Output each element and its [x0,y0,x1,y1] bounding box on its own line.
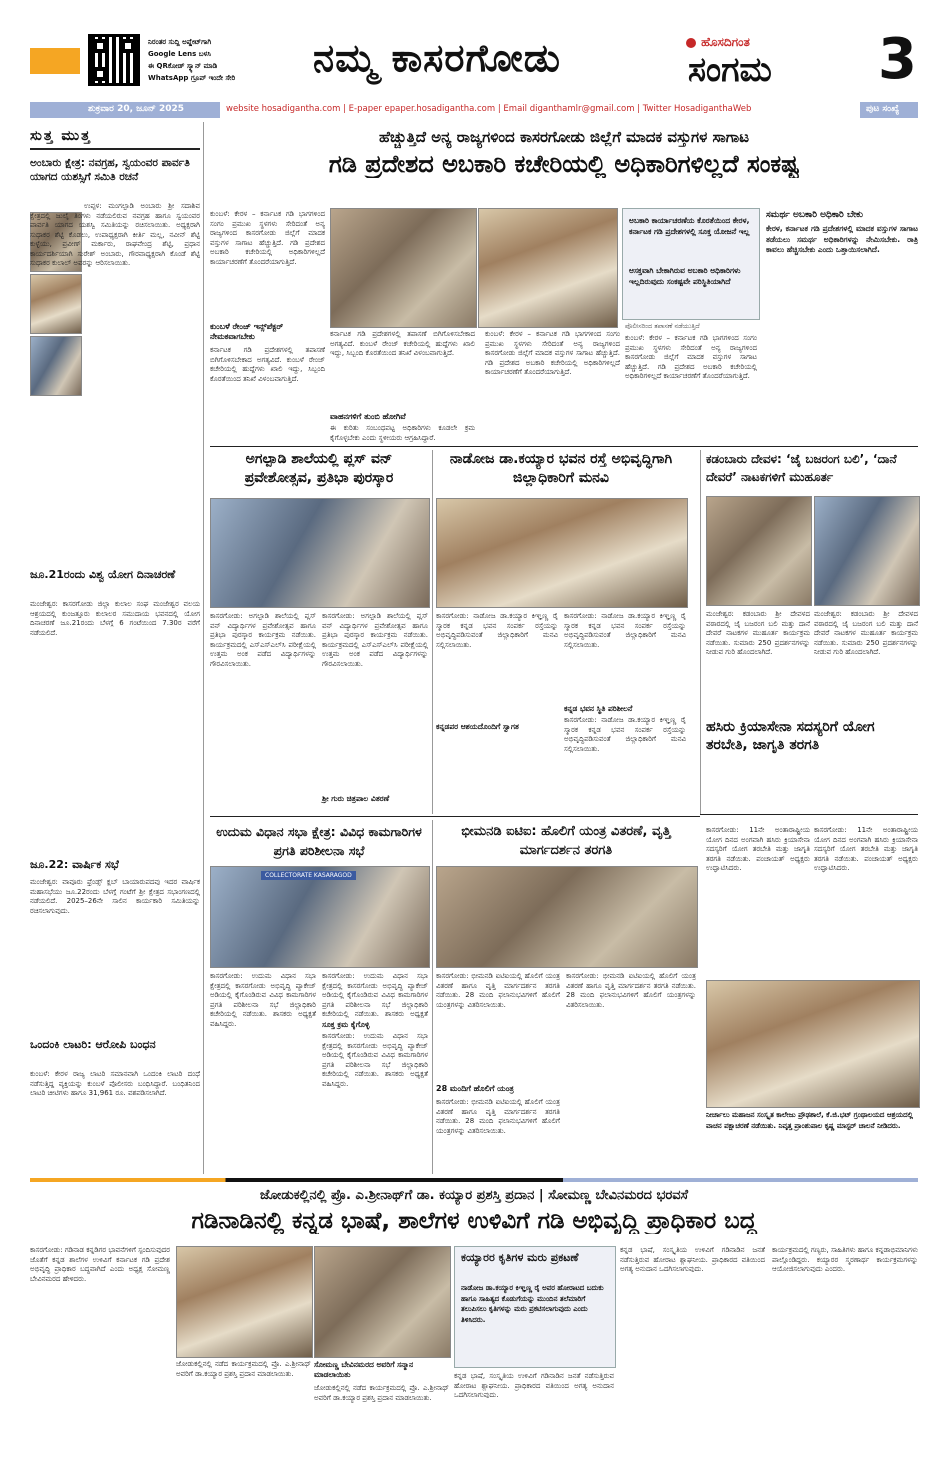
photo-caption: ಪೊಲೀಸರಿಂದ ತಪಾಸಣೆ ನಡೆಯುತ್ತಿದೆ [625,322,700,330]
column-divider [432,450,433,814]
column-divider [700,450,701,814]
story-uduma-body-3: ಕಾಸರಗೋಡು: ಉದುಮ ವಿಧಾನ ಸಭಾ ಕ್ಷೇತ್ರದಲ್ಲಿ ಕಾಸರಗೋಡು ಅಭಿವೃದ್ಧಿ ಪ್ಯಾಕೇಜ್ ಅಡಿಯಲ್ಲಿ ಕೈಗೊಂಡಿರುವ ವಿವಿಧ ಕಾಮಗಾರಿಗಳ ಪ್ರಗತಿ ಪರಿಶೀಲನಾ ಸಭೆ ಜಿಲ್ಲಾಧಿಕಾರಿ ಕಚೇರಿಯಲ್ಲಿ ನಡೆಯಿತು. ಶಾಸಕರು ಅಧ್ಯಕ್ಷತೆ ವಹಿಸಿದ್ದರು. [322,1032,428,1088]
sidebar-story3-title: ಜೂ.22: ವಾರ್ಷಿಕ ಸಭೆ [30,858,119,871]
lead-body-col2b: ಈ ಕುರಿತು ಸಂಬಂಧಪಟ್ಟ ಅಧಿಕಾರಿಗಳು ಕೂಡಲೇ ಕ್ರಮ ಕೈಗೊಳ್ಳಬೇಕು ಎಂದು ಸ್ಥಳೀಯರು ಆಗ್ರಹಿಸಿದ್ದಾರೆ. [330,424,475,442]
story-hasiru-body: ಕಾಸರಗೋಡು: 11ನೇ ಅಂತಾರಾಷ್ಟ್ರೀಯ ಯೋಗ ದಿನದ ಅಂಗವಾಗಿ ಹಸಿರು ಕ್ರಿಯಾಸೇನಾ ಸದಸ್ಯರಿಗೆ ಯೋಗ ತರಬೇತಿ ಮತ್ತು ಜಾಗೃತಿ ತರಗತಿ ನಡೆಯಿತು. ಪಂಚಾಯತ್ ಅಧ್ಯಕ್ಷರು ಉದ್ಘಾಟಿಸಿದರು. [706,826,810,872]
kayyar-box-title: ಕಯ್ಯಾರರ ಕೃತಿಗಳ ಮರು ಪ್ರಕಟಣೆ [461,1251,579,1264]
story-hasiru-photo [706,980,920,1108]
lead-subhead-2: ವಾಹನಗಳಿಗೆ ತುಂಬಿ ಹೋಗಿವೆ [330,412,406,421]
story-bheemanadi-body-2: ಕಾಸರಗೋಡು: ಭೀಮನಡಿ ಐಟಿಐಯಲ್ಲಿ ಹೊಲಿಗೆ ಯಂತ್ರ ವಿತರಣೆ ಹಾಗೂ ವೃತ್ತಿ ಮಾರ್ಗದರ್ಶನ ತರಗತಿ ನಡೆಯಿತು. 28 ಮಂದಿ ಫಲಾನುಭವಿಗಳಿಗೆ ಹೊಲಿಗೆ ಯಂತ್ರಗಳನ್ನು ವಿತರಿಸಲಾಯಿತು. [436,1098,560,1135]
sidebar-logo: ಸುತ್ತ ಮುತ್ತ [30,128,92,144]
story-hasiru-body-2: ಕಾಸರಗೋಡು: 11ನೇ ಅಂತಾರಾಷ್ಟ್ರೀಯ ಯೋಗ ದಿನದ ಅಂಗವಾಗಿ ಹಸಿರು ಕ್ರಿಯಾಸೇನಾ ಸದಸ್ಯರಿಗೆ ಯೋಗ ತರಬೇತಿ ಮತ್ತು ಜಾಗೃತಿ ತರಗತಿ ನಡೆಯಿತು. ಪಂಚಾಯತ್ ಅಧ್ಯಕ್ಷರು ಉದ್ಘಾಟಿಸಿದರು. [814,826,918,872]
lead-subhead: ಕುಂಬಳೆ ರೇಂಜ್ ಇನ್ಸ್‌ಪೆಕ್ಟರ್ ನೇಮಕವಾಗಬೇಕು [210,322,284,341]
lead-photo-1 [330,208,477,328]
story-bheemanadi-body-3: ಕಾಸರಗೋಡು: ಭೀಮನಡಿ ಐಟಿಐಯಲ್ಲಿ ಹೊಲಿಗೆ ಯಂತ್ರ ವಿತರಣೆ ಹಾಗೂ ವೃತ್ತಿ ಮಾರ್ಗದರ್ಶನ ತರಗತಿ ನಡೆಯಿತು. 28 ಮಂದಿ ಫಲಾನುಭವಿಗಳಿಗೆ ಹೊಲಿಗೆ ಯಂತ್ರಗಳನ್ನು ವಿತರಿಸಲಾಯಿತು. [566,972,696,1009]
sidebar [30,122,200,1174]
lead-body-col3: ಕುಂಬಳೆ: ಕೇರಳ – ಕರ್ನಾಟಕ ಗಡಿ ಭಾಗಗಳಿಂದ ಸಂಗಂ ಪ್ರಮುಖ ಸ್ಥಳಗಳು ಸೇರಿದಂತೆ ಅನ್ಯ ರಾಜ್ಯಗಳಿಂದ ಕಾಸರಗೋಡು ಜಿಲ್ಲೆಗೆ ಮಾದಕ ವಸ್ತುಗಳ ಸಾಗಾಟ ಹೆಚ್ಚುತ್ತಿದೆ. ಗಡಿ ಪ್ರದೇಶದ ಅಬಕಾರಿ ಕಚೇರಿಯಲ್ಲಿ ಅಧಿಕಾರಿಗಳಿಲ್ಲದೆ ಕಾರ್ಯಾಚರಣೆಗೆ ತೊಂದರೆಯಾಗುತ್ತಿದೆ. [485,330,620,376]
bottom-sub-caption: ಸೋಮಣ್ಣ ಬೇವಿನಮರದ ಅವರಿಗೆ ಸನ್ಮಾನ ಮಾಡಲಾಯಿತು [314,1360,414,1379]
story-hasiru-title: ಹಸಿರು ಕ್ರಿಯಾಸೇನಾ ಸದಸ್ಯರಿಗೆ ಯೋಗ ತರಬೇತಿ, ಜಾಗೃತಿ ತರಗತಿ [706,718,918,754]
story-uduma-title: ಉದುಮ ವಿಧಾನ ಸಭಾ ಕ್ಷೇತ್ರ: ವಿವಿಧ ಕಾಮಗಾರಿಗಳ ಪ್ರಗತಿ ಪರಿಶೀಲನಾ ಸಭೆ [216,824,422,858]
date-text: ಶುಕ್ರವಾರ 20, ಜೂನ್ 2025 [88,104,185,114]
qr-code[interactable] [88,34,140,86]
story-kadambar-title: ಕಡಂಬಾರು ದೇವಳ: ‘ಜೈ ಬಜರಂಗ ಬಲಿ’, ‘ದಾನೆ ದೇವರೆ’ ನಾಟಕಗಳಿಗೆ ಮುಹೂರ್ತ [706,452,897,484]
bottom-body-1: ಕಾಸರಗೋಡು: ಗಡಿನಾಡ ಕನ್ನಡಿಗರ ಭಾವನೆಗಳಿಗೆ ಸ್ಪಂದಿಸುವುದರ ಜೊತೆಗೆ ಕನ್ನಡ ಶಾಲೆಗಳ ಉಳಿವಿಗೆ ಕರ್ನಾಟಕ ಗಡಿ ಪ್ರದೇಶ ಅಭಿವೃದ್ಧಿ ಪ್ರಾಧಿಕಾರ ಬದ್ಧವಾಗಿದೆ ಎಂದು ಅಧ್ಯಕ್ಷ ಸೋಮಣ್ಣ ಬೇವಿನಮರದ ಹೇಳಿದರು. [30,1246,170,1283]
links-text[interactable]: website hosadigantha.com | E-paper epaper.hosadigantha.com | Email diganthamlr@gmail.com | Twitter HosadiganthaWeb [226,104,752,114]
divider [30,148,200,150]
lead-headline: ಗಡಿ ಪ್ರದೇಶದ ಅಬಕಾರಿ ಕಚೇರಿಯಲ್ಲಿ ಅಧಿಕಾರಿಗಳಿಲ್ಲದೆ ಸಂಕಷ್ಟ [328,150,800,178]
story-kayyar-road-subhead: ಕನ್ನಡ ಭವನ ಸ್ಥಿತಿ ಪರಿಶೀಲನೆ [564,704,633,713]
story-kayyar-road-subhead-2: ಕನ್ನಡಪರ ಆಶಯದೊಂದಿಗೆ ಸ್ವಾಗತ [436,722,519,731]
lead-right-subhead: ಸಮರ್ಥ ಅಬಕಾರಿ ಅಧಿಕಾರಿ ಬೇಕು [766,210,863,220]
kayyar-box [454,1246,616,1368]
bottom-headline: ಗಡಿನಾಡಿನಲ್ಲಿ ಕನ್ನಡ ಭಾಷೆ, ಶಾಲೆಗಳ ಉಳಿವಿಗೆ ಗಡಿ ಅಭಿವೃದ್ಧಿ ಪ್ರಾಧಿಕಾರ ಬದ್ಧ [191,1208,757,1234]
bottom-body-2b: ಜೋಡುಕಲ್ಲಿನಲ್ಲಿ ನಡೆದ ಕಾರ್ಯಕ್ರಮದಲ್ಲಿ ಪ್ರೊ. ಎ.ಶ್ರೀನಾಥ್ ಅವರಿಗೆ ಡಾ.ಕಯ್ಯಾರ ಪ್ರಶಸ್ತಿ ಪ್ರದಾನ ಮಾಡಲಾಯಿತು. [314,1384,449,1402]
sidebar-story2-body: ಮಂಜೇಶ್ವರ: ಕಾಸರಗೋಡು ಜಿಲ್ಲಾ ಕುಲಾಲ ಸಂಘ ಮಂಜೇಶ್ವರ ವಲಯ ಆಶ್ರಯದಲ್ಲಿ ಕುಂಜತ್ತೂರು ಕುಲಾಲರ ಸಮುದಾಯ ಭವನದಲ್ಲಿ ಯೋಗ ದಿನಾಚರಣೆ ಜೂ.21ರಂದು ಬೆಳಗ್ಗೆ 6 ಗಂಟೆಯಿಂದ 7.30ರ ವರೆಗೆ ನಡೆಯಲಿದೆ. [30,600,200,637]
story-agalpadi-body-2: ಕಾಸರಗೋಡು: ಅಗಲ್ಪಾಡಿ ಶಾಲೆಯಲ್ಲಿ ಪ್ಲಸ್ ವನ್ ವಿದ್ಯಾರ್ಥಿಗಳ ಪ್ರವೇಶೋತ್ಸವ ಹಾಗೂ ಪ್ರತಿಭಾ ಪುರಸ್ಕಾರ ಕಾರ್ಯಕ್ರಮ ನಡೆಯಿತು. ಕಾರ್ಯಕ್ರಮದಲ್ಲಿ ಎಸ್ಎಸ್ಎಲ್‌ಸಿ ಪರೀಕ್ಷೆಯಲ್ಲಿ ಉತ್ತಮ ಅಂಕ ಪಡೆದ ವಿದ್ಯಾರ್ಥಿಗಳನ್ನು ಗೌರವಿಸಲಾಯಿತು. [322,612,428,668]
story-uduma-photo [210,866,430,968]
sidebar-story3-body: ಮಂಜೇಶ್ವರ: ವಾವೂರು ಫ್ರೆಂಡ್ಸ್ ಕ್ಲಬ್ ಬಾಯಾರುಪದವು ಇದರ ವಾರ್ಷಿಕ ಮಹಾಸಭೆಯು ಜೂ.22ರಂದು ಬೆಳಗ್ಗೆ ಗಂಟೆಗೆ ಶ್ರೀ ಕ್ಷೇತ್ರದ ಸಭಾಂಗಣದಲ್ಲಿ ನಡೆಯಲಿದೆ. 2025–26ನೇ ಸಾಲಿನ ಕಾರ್ಯಕಾರಿ ಸಮಿತಿಯನ್ನು ರಚಿಸಲಾಗುವುದು. [30,878,200,915]
highlight-2: ಆಸಕ್ತವಾಗಿ ಬೇಕಾಗಿರುವ ಅಬಕಾರಿ ಅಧಿಕಾರಿಗಳು ಇಲ್ಲದಿರುವುದು ಸಂಕಷ್ಟವೇ ಪರಿಸ್ಥಿತಿಯಾಗಿದೆ [629,266,741,286]
qr-line: Google Lens ಬಳಸಿ [148,50,212,58]
story-kayyar-road-body-2: ಕಾಸರಗೋಡು: ನಾಡೋಜ ಡಾ.ಕಯ್ಯಾರ ಕಿಞ್ಞಣ್ಣ ರೈ ಸ್ಮಾರಕ ಕನ್ನಡ ಭವನ ಸಂಪರ್ಕ ರಸ್ತೆಯನ್ನು ಅಭಿವೃದ್ಧಿಪಡಿಸುವಂತೆ ಜಿಲ್ಲಾಧಿಕಾರಿಗೆ ಮನವಿ ಸಲ್ಲಿಸಲಾಯಿತು. [564,612,686,649]
sidebar-story1-title: ಅಂಬಾರು ಕ್ಷೇತ್ರ: ನವಗ್ರಹ, ಸ್ವಯಂವರ ಪಾರ್ವತಿ ಯಾಗದ ಯಶಸ್ಸಿಗೆ ಸಮಿತಿ ರಚನೆ [30,157,190,183]
bottom-rule [30,1178,918,1182]
story-uduma-body: ಕಾಸರಗೋಡು: ಉದುಮ ವಿಧಾನ ಸಭಾ ಕ್ಷೇತ್ರದಲ್ಲಿ ಕಾಸರಗೋಡು ಅಭಿವೃದ್ಧಿ ಪ್ಯಾಕೇಜ್ ಅಡಿಯಲ್ಲಿ ಕೈಗೊಂಡಿರುವ ವಿವಿಧ ಕಾಮಗಾರಿಗಳ ಪ್ರಗತಿ ಪರಿಶೀಲನಾ ಸಭೆ ಜಿಲ್ಲಾಧಿಕಾರಿ ಕಚೇರಿಯಲ್ಲಿ ನಡೆಯಿತು. ಶಾಸಕರು ಅಧ್ಯಕ್ಷತೆ ವಹಿಸಿದ್ದರು. [210,972,316,1028]
lead-body-col2: ಕರ್ನಾಟಕ ಗಡಿ ಪ್ರದೇಶಗಳಲ್ಲಿ ತಪಾಸಣೆ ಬಿಗಿಗೊಳಿಸಬೇಕಾದ ಅಗತ್ಯವಿದೆ. ಕುಂಬಳೆ ರೇಂಜ್ ಕಚೇರಿಯಲ್ಲಿ ಹುದ್ದೆಗಳು ಖಾಲಿ ಇದ್ದು, ಸಿಬ್ಬಂದಿ ಕೊರತೆಯಿಂದ ತನಿಖೆ ವಿಳಂಬವಾಗುತ್ತಿದೆ. [330,330,475,357]
story-kadambar-photo-2 [814,496,920,606]
story-kayyar-road-body: ಕಾಸರಗೋಡು: ನಾಡೋಜ ಡಾ.ಕಯ್ಯಾರ ಕಿಞ್ಞಣ್ಣ ರೈ ಸ್ಮಾರಕ ಕನ್ನಡ ಭವನ ಸಂಪರ್ಕ ರಸ್ತೆಯನ್ನು ಅಭಿವೃದ್ಧಿಪಡಿಸುವಂತೆ ಜಿಲ್ಲಾಧಿಕಾರಿಗೆ ಮನವಿ ಸಲ್ಲಿಸಲಾಯಿತು. [436,612,558,649]
bottom-photo-2 [314,1246,451,1358]
brand-icon [686,38,696,48]
story-agalpadi-photo [210,498,430,608]
story-kadambar-photo-1 [706,496,812,606]
sidebar-story4-title: ಒಂದಂಕಿ ಲಾಟರಿ: ಆರೋಪಿ ಬಂಧನ [30,1038,156,1051]
qr-line: WhatsApp ಗ್ರೂಪ್ ಇಂದೇ ಸೇರಿ [148,74,236,82]
qr-line: ನಿರಂತರ ಸುದ್ದಿ ಅಪ್ಡೇಟ್‌ಗಾಗಿ [148,38,212,46]
column-divider [203,122,204,1174]
sidebar-story2-title: ಜೂ.21ರಂದು ವಿಶ್ವ ಯೋಗ ದಿನಾಚರಣೆ [30,568,176,581]
story-agalpadi-body: ಕಾಸರಗೋಡು: ಅಗಲ್ಪಾಡಿ ಶಾಲೆಯಲ್ಲಿ ಪ್ಲಸ್ ವನ್ ವಿದ್ಯಾರ್ಥಿಗಳ ಪ್ರವೇಶೋತ್ಸವ ಹಾಗೂ ಪ್ರತಿಭಾ ಪುರಸ್ಕಾರ ಕಾರ್ಯಕ್ರಮ ನಡೆಯಿತು. ಕಾರ್ಯಕ್ರಮದಲ್ಲಿ ಎಸ್ಎಸ್ಎಲ್‌ಸಿ ಪರೀಕ್ಷೆಯಲ್ಲಿ ಉತ್ತಮ ಅಂಕ ಪಡೆದ ವಿದ್ಯಾರ್ಥಿಗಳನ್ನು ಗೌರವಿಸಲಾಯಿತು. [210,612,316,668]
divider [210,446,918,447]
story-kayyar-road-body-3: ಕಾಸರಗೋಡು: ನಾಡೋಜ ಡಾ.ಕಯ್ಯಾರ ಕಿಞ್ಞಣ್ಣ ರೈ ಸ್ಮಾರಕ ಕನ್ನಡ ಭವನ ಸಂಪರ್ಕ ರಸ್ತೆಯನ್ನು ಅಭಿವೃದ್ಧಿಪಡಿಸುವಂತೆ ಜಿಲ್ಲಾಧಿಕಾರಿಗೆ ಮನವಿ ಸಲ್ಲಿಸಲಾಯಿತು. [564,716,686,753]
story-bheemanadi-subhead: 28 ಮಂದಿಗೆ ಹೊಲಿಗೆ ಯಂತ್ರ [436,1084,514,1093]
story-hasiru-caption: ನೀರ್ಚಾಲು ಮಹಾಜನ ಸಂಸ್ಕೃತ ಕಾಲೇಜು ಪ್ರೌಢಶಾಲೆ, ಕೆ.ಜಿ.ಭಟ್ ಗ್ರಂಥಾಲಯದ ಆಶ್ರಯದಲ್ಲಿ ವಾಚನ ಪಕ್ಷಾಚರಣೆ ನಡೆಯಿತು. ನಿವೃತ್ತ ಪ್ರಾಂಶುಪಾಲ ಕೃಷ್ಣ ಮಾಸ್ಟರ್ ಚಾಲನೆ ನೀಡಿದರು. [706,1111,913,1130]
lead-kicker: ಹೆಚ್ಚುತ್ತಿದೆ ಅನ್ಯ ರಾಜ್ಯಗಳಿಂದ ಕಾಸರಗೋಡು ಜಿಲ್ಲೆಗೆ ಮಾದಕ ವಸ್ತುಗಳ ಸಾಗಾಟ [378,128,749,146]
section-title: ನಮ್ಮ ಕಾಸರಗೋಡು [313,36,562,80]
collectorate-banner: COLLECTORATE KASARAGOD [261,871,356,880]
story-uduma-body-2: ಕಾಸರಗೋಡು: ಉದುಮ ವಿಧಾನ ಸಭಾ ಕ್ಷೇತ್ರದಲ್ಲಿ ಕಾಸರಗೋಡು ಅಭಿವೃದ್ಧಿ ಪ್ಯಾಕೇಜ್ ಅಡಿಯಲ್ಲಿ ಕೈಗೊಂಡಿರುವ ವಿವಿಧ ಕಾಮಗಾರಿಗಳ ಪ್ರಗತಿ ಪರಿಶೀಲನಾ ಸಭೆ ಜಿಲ್ಲಾಧಿಕಾರಿ ಕಚೇರಿಯಲ್ಲಿ ನಡೆಯಿತು. ಶಾಸಕರು ಅಧ್ಯಕ್ಷತೆ [322,972,428,1018]
story-kayyar-road-photo [436,498,688,608]
story-bheemanadi-photo [436,866,698,968]
qr-instructions [148,36,288,84]
story-kadambar-body-2: ಮಂಜೇಶ್ವರ: ಕಡಂಬಾರು ಶ್ರೀ ದೇವಳದ ವಠಾರದಲ್ಲಿ ಜೈ ಬಜರಂಗ ಬಲಿ ಮತ್ತು ದಾನೆ ದೇವರೆ ನಾಟಕಗಳ ಮುಹೂರ್ತ ಕಾರ್ಯಕ್ರಮ ನಡೆಯಿತು. ಸುಮಾರು 250 ಪ್ರದರ್ಶನಗಳನ್ನು ನೀಡುವ ಗುರಿ ಹೊಂದಲಾಗಿದೆ. [814,610,918,656]
story-kayyar-road-title: ನಾಡೋಜ ಡಾ.ಕಯ್ಯಾರ ಭವನ ರಸ್ತೆ ಅಭಿವೃದ್ಧಿಗಾಗಿ ಜಿಲ್ಲಾಧಿಕಾರಿಗೆ ಮನವಿ [449,451,673,486]
masthead [88,27,928,100]
page-label: ಪುಟ ಸಂಖ್ಯೆ [866,104,900,114]
bottom-body-5: ಕಾರ್ಯಕ್ರಮದಲ್ಲಿ ಗಣ್ಯರು, ಸಾಹಿತಿಗಳು ಹಾಗೂ ಕನ್ನಡಾಭಿಮಾನಿಗಳು ಪಾಲ್ಗೊಂಡಿದ್ದರು. ಕಯ್ಯಾರರ ಸ್ಮರಣಾರ್ಥ ಕಾರ್ಯಕ್ರಮಗಳನ್ನು ಆಯೋಜಿಸಲಾಗುವುದು ಎಂದರು. [772,1246,918,1273]
lead-right-body: ಕೇರಳ, ಕರ್ನಾಟಕ ಗಡಿ ಪ್ರದೇಶಗಳಲ್ಲಿ ಮಾದಕ ವಸ್ತುಗಳ ಸಾಗಾಟ ತಡೆಯಲು ಸಮರ್ಥ ಅಧಿಕಾರಿಗಳನ್ನು ನೇಮಿಸಬೇಕು. ರಾತ್ರಿ ಕಾವಲು ಹೆಚ್ಚಿಸಬೇಕು ಎಂದು ಒತ್ತಾಯಿಸಲಾಗಿದೆ. [766,224,918,254]
qr-line: ಈ QRಕೋಡ್ ಸ್ಕ್ಯಾನ್ ಮಾಡಿ [148,62,218,70]
story-bheemanadi-title: ಭೀಮನಡಿ ಐಟಿಐ: ಹೊಲಿಗೆ ಯಂತ್ರ ವಿತರಣೆ, ವೃತ್ತಿ ಮಾರ್ಗದರ್ಶನ ತರಗತಿ [461,824,671,858]
brand-name: ಹೊಸದಿಗಂತ [701,35,750,49]
highlight-1: ಅಬಕಾರಿ ಕಾರ್ಯಾಚರಣೆಯ ಕೊರತೆಯಿಂದ ಕೇರಳ, ಕರ್ನಾಟಕ ಗಡಿ ಪ್ರದೇಶಗಳಲ್ಲಿ ಸೂಕ್ತ ಯೋಜನೆ ಇಲ್ಲ [629,216,750,236]
brand-sub: ಸಂಗಮ [688,50,772,90]
highlight-box [622,208,760,320]
sidebar-story1-body: ಉಪ್ಪಳ: ಮಂಗಲ್ಪಾಡಿ ಅಂಬಾರು ಶ್ರೀ ಸದಾಶಿವ ಕ್ಷೇತ್ರದಲ್ಲಿ ಜುಲೈ ತಿಂಗಳು ನಡೆಯಲಿರುವ ನವಗ್ರಹ ಹಾಗೂ ಸ್ವಯಂವರ ಪಾರ್ವತಿ ಯಾಗದ ಯಶಸ್ವಿ ಸಮಿತಿಯನ್ನು ರಚಿಸಲಾಯಿತು. ಅಧ್ಯಕ್ಷರಾಗಿ ಸುಧಾಕರ ಶೆಟ್ಟಿ ಕೊಡಲು, ಉಪಾಧ್ಯಕ್ಷರಾಗಿ ಕೀರ್ತಿ ಮಲ್ಲ, ನವೀನ್ ಶೆಟ್ಟಿ ಕುಳ್ಳೆಯು, ಪ್ರವೀಣ್ ಮರ್ಕಾರು, ರಾಘವೇಂದ್ರ ಶೆಟ್ಟಿ, ಪ್ರಧಾನ ಕಾರ್ಯದರ್ಶಿಯಾಗಿ ಸುರೇಶ್ ಅಂಬಾರು, ಗೌರವಾಧ್ಯಕ್ಷರಾಗಿ ಕೊಂಡೆ ಶೆಟ್ಟಿ ಸುಧಾಕರ ಕುಲಾಲ್ ಅವರನ್ನು ಆರಿಸಲಾಯಿತು. [30,202,200,267]
story-bheemanadi-body: ಕಾಸರಗೋಡು: ಭೀಮನಡಿ ಐಟಿಐಯಲ್ಲಿ ಹೊಲಿಗೆ ಯಂತ್ರ ವಿತರಣೆ ಹಾಗೂ ವೃತ್ತಿ ಮಾರ್ಗದರ್ಶನ ತರಗತಿ ನಡೆಯಿತು. 28 ಮಂದಿ ಫಲಾನುಭವಿಗಳಿಗೆ ಹೊಲಿಗೆ ಯಂತ್ರಗಳನ್ನು ವಿತರಿಸಲಾಯಿತು. [436,972,560,1009]
page-number: 3 [878,27,917,92]
story-agalpadi-title: ಅಗಲ್ಪಾಡಿ ಶಾಲೆಯಲ್ಲಿ ಪ್ಲಸ್ ವನ್ ಪ್ರವೇಶೋತ್ಸವ, ಪ್ರತಿಭಾ ಪುರಸ್ಕಾರ [244,451,394,486]
sidebar-story4-body: ಕುಂಬಳೆ: ಕೇರಳ ರಾಜ್ಯ ಲಾಟರಿ ಸಮಾನವಾಗಿ ಒಂದಂಕಿ ಲಾಟರಿ ದಂಧೆ ನಡೆಸುತ್ತಿದ್ದ ವ್ಯಕ್ತಿಯನ್ನು ಕುಂಬಳೆ ಪೊಲೀಸರು ಬಂಧಿಸಿದ್ದಾರೆ. ಬಂಧಿತನಿಂದ ಲಾಟರಿ ಚೀಟಿಗಳು ಹಾಗೂ 31,961 ರೂ. ವಶಪಡಿಸಲಾಗಿದೆ. [30,1070,200,1097]
divider [700,814,918,815]
orange-tab [30,48,80,74]
bottom-kicker: ಜೋಡುಕಲ್ಲಿನಲ್ಲಿ ಪ್ರೊ. ಎ.ಶ್ರೀನಾಥ್‌ಗೆ ಡಾ. ಕಯ್ಯಾರ ಪ್ರಶಸ್ತಿ ಪ್ರದಾನ | ಸೋಮಣ್ಣ ಬೇವಿನಮರದ ಭರವಸೆ [260,1188,688,1203]
story-uduma-subhead: ಸೂಕ್ತ ಕ್ರಮ ಕೈಗೊಳ್ಳಿ [322,1020,370,1029]
kayyar-box-body: ನಾಡೋಜ ಡಾ.ಕಯ್ಯಾರ ಕಿಞ್ಞಣ್ಣ ರೈ ಅವರ ಹೋರಾಟದ ಬದುಕು ಹಾಗೂ ಸಾಹಿತ್ಯದ ಕೊಡುಗೆಯನ್ನು ಮುಂದಿನ ತಲೆಮಾರಿಗೆ ತಲುಪಿಸಲು ಕೃತಿಗಳನ್ನು ಮರು ಪ್ರಕಟಿಸಲಾಗುವುದು ಎಂದು ತಿಳಿಸಿದರು. [461,1284,604,1324]
lead-body-col1: ಕುಂಬಳೆ: ಕೇರಳ – ಕರ್ನಾಟಕ ಗಡಿ ಭಾಗಗಳಿಂದ ಸಂಗಂ ಪ್ರಮುಖ ಸ್ಥಳಗಳು ಸೇರಿದಂತೆ ಅನ್ಯ ರಾಜ್ಯಗಳಿಂದ ಕಾಸರಗೋಡು ಜಿಲ್ಲೆಗೆ ಮಾದಕ ವಸ್ತುಗಳ ಸಾಗಾಟ ಹೆಚ್ಚುತ್ತಿದೆ. ಗಡಿ ಪ್ರದೇಶದ ಅಬಕಾರಿ ಕಚೇರಿಯಲ್ಲಿ ಅಧಿಕಾರಿಗಳಿಲ್ಲದೆ ಕಾರ್ಯಾಚರಣೆಗೆ ತೊಂದರೆಯಾಗುತ್ತಿದೆ. [210,210,325,266]
bottom-body-2: ಜೋಡುಕಲ್ಲಿನಲ್ಲಿ ನಡೆದ ಕಾರ್ಯಕ್ರಮದಲ್ಲಿ ಪ್ರೊ. ಎ.ಶ್ರೀನಾಥ್ ಅವರಿಗೆ ಡಾ.ಕಯ್ಯಾರ ಪ್ರಶಸ್ತಿ ಪ್ರದಾನ ಮಾಡಲಾಯಿತು. [176,1360,311,1378]
lead-body-col4: ಕುಂಬಳೆ: ಕೇರಳ – ಕರ್ನಾಟಕ ಗಡಿ ಭಾಗಗಳಿಂದ ಸಂಗಂ ಪ್ರಮುಖ ಸ್ಥಳಗಳು ಸೇರಿದಂತೆ ಅನ್ಯ ರಾಜ್ಯಗಳಿಂದ ಕಾಸರಗೋಡು ಜಿಲ್ಲೆಗೆ ಮಾದಕ ವಸ್ತುಗಳ ಸಾಗಾಟ ಹೆಚ್ಚುತ್ತಿದೆ. ಗಡಿ ಪ್ರದೇಶದ ಅಬಕಾರಿ ಕಚೇರಿಯಲ್ಲಿ ಅಧಿಕಾರಿಗಳಿಲ್ಲದೆ ಕಾರ್ಯಾಚರಣೆಗೆ ತೊಂದರೆಯಾಗುತ್ತಿದೆ. [625,334,757,380]
bottom-body-4: ಕನ್ನಡ ಭಾಷೆ, ಸಂಸ್ಕೃತಿಯ ಉಳಿವಿಗೆ ಗಡಿನಾಡಿನ ಜನತೆ ನಡೆಸುತ್ತಿರುವ ಹೋರಾಟ ಶ್ಲಾಘನೀಯ. ಪ್ರಾಧಿಕಾರದ ವತಿಯಿಂದ ಅಗತ್ಯ ಅನುದಾನ ಒದಗಿಸಲಾಗುವುದು. [620,1246,765,1273]
bottom-photo-1 [176,1246,313,1358]
story-kadambar-body: ಮಂಜೇಶ್ವರ: ಕಡಂಬಾರು ಶ್ರೀ ದೇವಳದ ವಠಾರದಲ್ಲಿ ಜೈ ಬಜರಂಗ ಬಲಿ ಮತ್ತು ದಾನೆ ದೇವರೆ ನಾಟಕಗಳ ಮುಹೂರ್ತ ಕಾರ್ಯಕ್ರಮ ನಡೆಯಿತು. ಸುಮಾರು 250 ಪ್ರದರ್ಶನಗಳನ್ನು ನೀಡುವ ಗುರಿ ಹೊಂದಲಾಗಿದೆ. [706,610,810,656]
divider [210,816,700,817]
brand-logo [686,32,806,51]
story-agalpadi-subhead: ಶ್ರೀ ಗುರು ಚಿತ್ರಪಾಲ ವಿತರಣೆ [322,794,390,803]
lead-photo-2 [478,208,618,328]
lead-body-col1b: ಕರ್ನಾಟಕ ಗಡಿ ಪ್ರದೇಶಗಳಲ್ಲಿ ತಪಾಸಣೆ ಬಿಗಿಗೊಳಿಸಬೇಕಾದ ಅಗತ್ಯವಿದೆ. ಕುಂಬಳೆ ರೇಂಜ್ ಕಚೇರಿಯಲ್ಲಿ ಹುದ್ದೆಗಳು ಖಾಲಿ ಇದ್ದು, ಸಿಬ್ಬಂದಿ ಕೊರತೆಯಿಂದ ತನಿಖೆ ವಿಳಂಬವಾಗುತ್ತಿದೆ. [210,346,325,383]
bottom-body-3: ಕನ್ನಡ ಭಾಷೆ, ಸಂಸ್ಕೃತಿಯ ಉಳಿವಿಗೆ ಗಡಿನಾಡಿನ ಜನತೆ ನಡೆಸುತ್ತಿರುವ ಹೋರಾಟ ಶ್ಲಾಘನೀಯ. ಪ್ರಾಧಿಕಾರದ ವತಿಯಿಂದ ಅಗತ್ಯ ಅನುದಾನ ಒದಗಿಸಲಾಗುವುದು. [454,1372,614,1399]
column-divider [432,820,433,1174]
